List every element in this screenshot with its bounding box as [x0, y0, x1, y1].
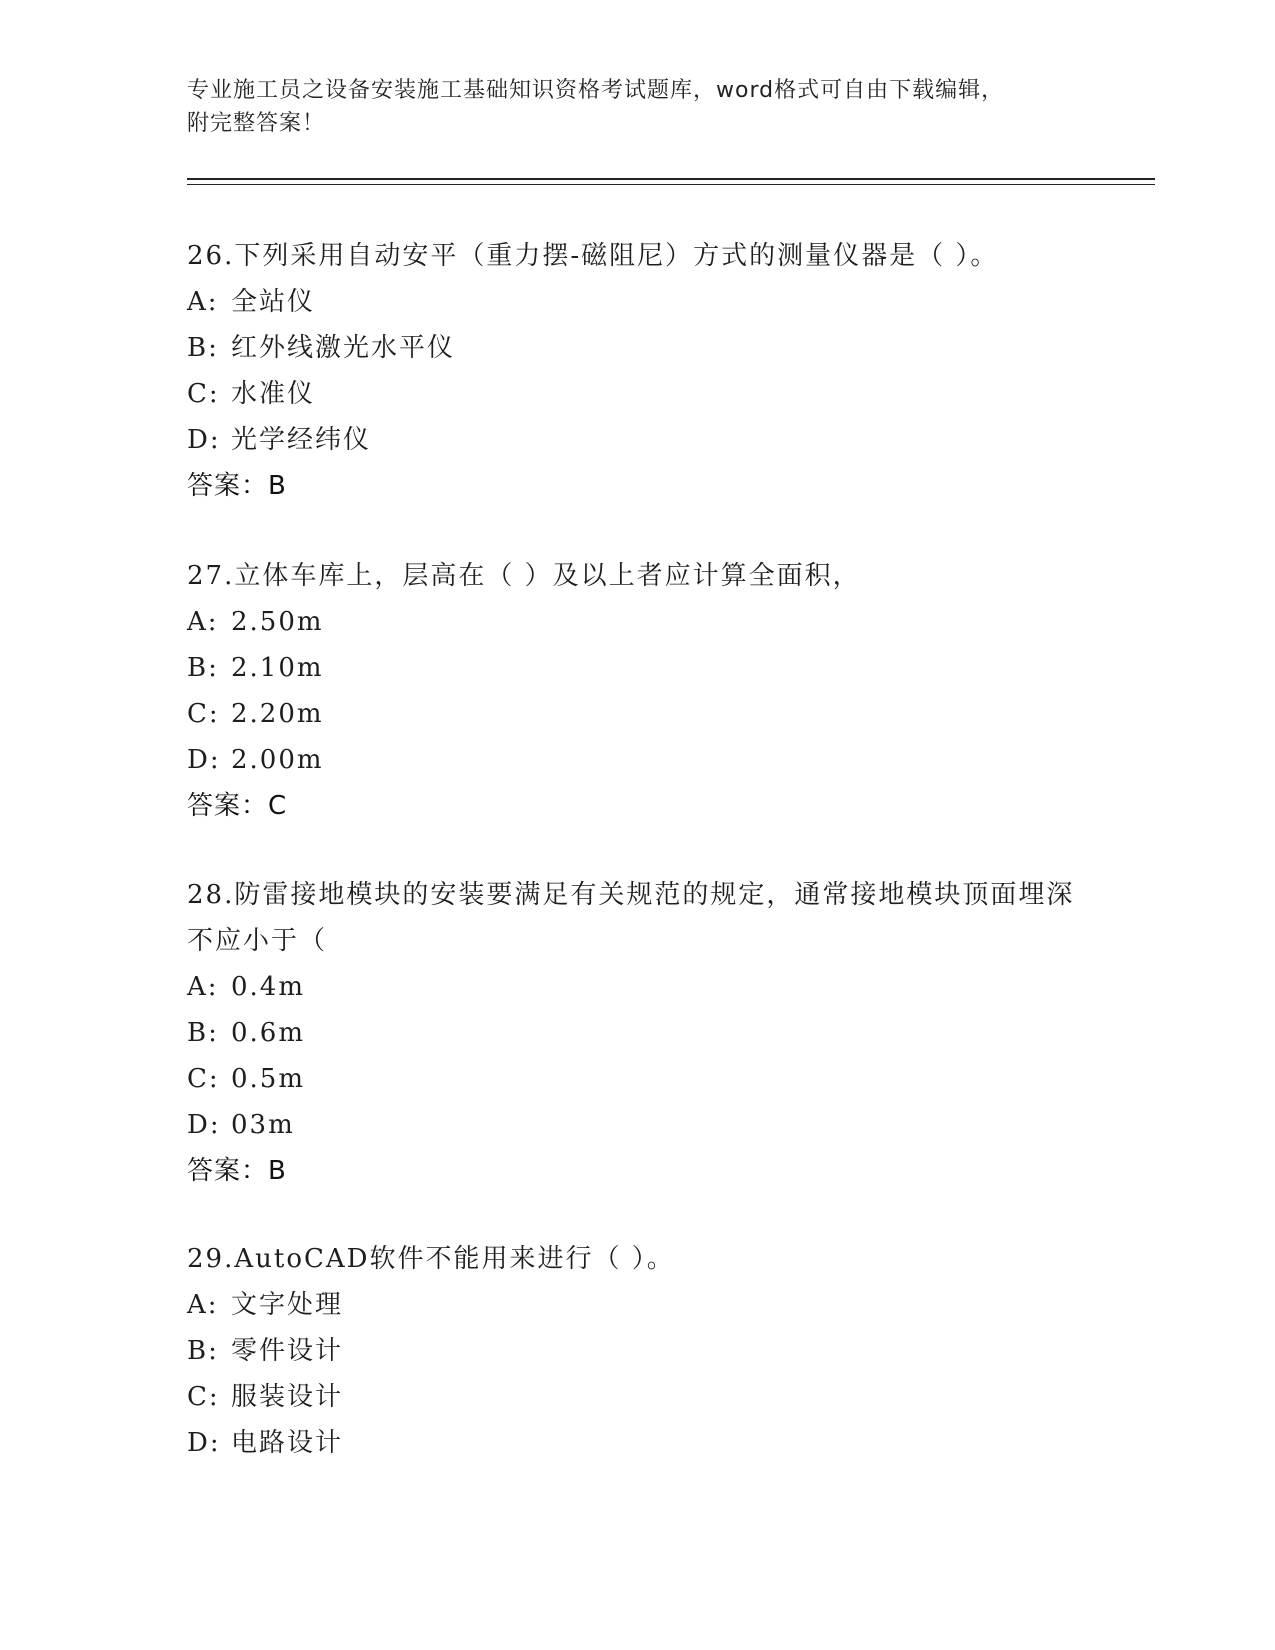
- option-letter: C:: [187, 379, 220, 409]
- option-text: 0.4m: [231, 972, 306, 1002]
- header-line-1: 专业施工员之设备安装施工基础知识资格考试题库，word格式可自由下载编辑，: [187, 78, 1005, 103]
- option-letter: B:: [187, 653, 219, 683]
- option-text: 2.20m: [231, 699, 324, 729]
- header-divider-thick: [187, 178, 1155, 180]
- header-line-2: 附完整答案！: [187, 111, 326, 136]
- option-text: 0.6m: [231, 1018, 306, 1048]
- option-letter: C:: [187, 1382, 220, 1412]
- option-b: [187, 645, 1087, 691]
- option-letter: D:: [187, 1428, 221, 1458]
- option-d: [187, 1102, 1087, 1148]
- option-text: 全站仪: [231, 287, 316, 317]
- option-d: [187, 1420, 1087, 1466]
- question-stem: 26.下列采用自动安平（重力摆-磁阻尼）方式的测量仪器是（ ）。: [187, 241, 999, 271]
- option-text: 电路设计: [231, 1428, 344, 1458]
- option-letter: B:: [187, 1336, 219, 1366]
- option-c: [187, 1374, 1087, 1420]
- option-c: [187, 371, 1087, 417]
- option-letter: A:: [187, 607, 219, 637]
- option-a: [187, 599, 1087, 645]
- option-letter: B:: [187, 1018, 219, 1048]
- option-letter: A:: [187, 972, 219, 1002]
- option-b: [187, 1328, 1087, 1374]
- question-29: [187, 1236, 1087, 1466]
- question-stem: 27.立体车库上，层高在（ ）及以上者应计算全面积，: [187, 561, 861, 591]
- option-text: 红外线激光水平仪: [231, 333, 456, 363]
- option-a: [187, 964, 1087, 1010]
- option-text: 服装设计: [231, 1382, 344, 1412]
- option-text: 03m: [231, 1110, 295, 1140]
- header-divider-thin: [187, 184, 1155, 185]
- option-d: [187, 417, 1087, 463]
- option-text: 2.00m: [231, 745, 324, 775]
- question-27: [187, 553, 1087, 829]
- option-a: [187, 1282, 1087, 1328]
- option-letter: D:: [187, 1110, 221, 1140]
- option-b: [187, 1010, 1087, 1056]
- option-text: 文字处理: [231, 1290, 344, 1320]
- option-letter: A:: [187, 1290, 219, 1320]
- option-a: [187, 279, 1087, 325]
- question-28: [187, 872, 1087, 1194]
- option-letter: A:: [187, 287, 219, 317]
- answer-line: 答案：B: [187, 471, 287, 501]
- option-text: 2.50m: [231, 607, 324, 637]
- question-stem: 29.AutoCAD软件不能用来进行（ ）。: [187, 1244, 675, 1274]
- answer-line: 答案：B: [187, 1156, 287, 1186]
- document-header: [187, 74, 1067, 140]
- answer-line: 答案：C: [187, 791, 288, 821]
- option-letter: C:: [187, 699, 220, 729]
- option-c: [187, 1056, 1087, 1102]
- option-d: [187, 737, 1087, 783]
- option-text: 光学经纬仪: [231, 425, 372, 455]
- option-letter: B:: [187, 333, 219, 363]
- option-letter: D:: [187, 425, 221, 455]
- question-26: [187, 233, 1087, 509]
- option-letter: D:: [187, 745, 221, 775]
- option-c: [187, 691, 1087, 737]
- option-letter: C:: [187, 1064, 220, 1094]
- option-text: 水准仪: [231, 379, 316, 409]
- option-text: 零件设计: [231, 1336, 344, 1366]
- option-text: 2.10m: [231, 653, 324, 683]
- option-b: [187, 325, 1087, 371]
- question-stem: 28.防雷接地模块的安装要满足有关规范的规定，通常接地模块顶面埋深不应小于（: [187, 880, 1075, 956]
- option-text: 0.5m: [231, 1064, 306, 1094]
